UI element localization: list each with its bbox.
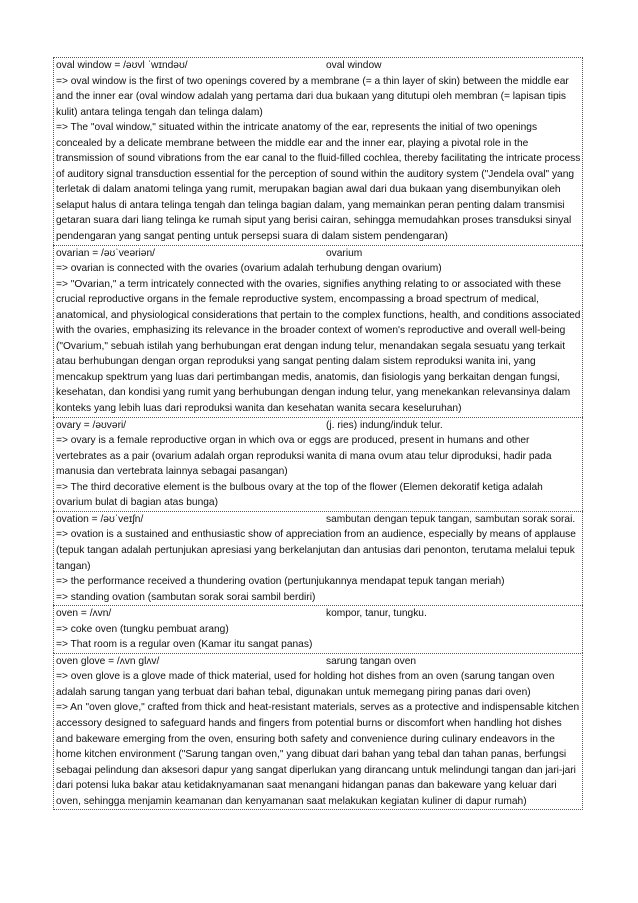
example-line: => An "oven glove," crafted from thick and heat-resistant materials, serves as a protective and indispensable kitchen accessory designed to safeguard hands and fingers from potential burns or discomfort when handling hot dishes and bakeware emerging from the oven, ensuring both safety and convenience during culinary endeavors in the home kitchen environment ("Sarung tangan oven," yang dibuat dari bahan yang tebal dan tahan panas, berfungsi sebagai pelindung dan aksesori dapur yang sangat diperlukan yang dirancang untuk melindungi tangan dan jari-jari dari potensi luka bakar atau ketidaknyamanan saat menangani hidangan panas dan bakeware yang keluar dari oven, sehingga menjamin keamanan dan kenyamanan saat melakukan kegiatan kuliner di dapur rumah) [56,702,580,807]
example-line: => standing ovation (sambutan sorak sorai sambil berdiri) [56,591,316,603]
example-line: => coke oven (tungku pembuat arang) [56,623,229,635]
headword: ovation = /əʊˈveɪʃn/ [56,513,144,525]
translation: ovarium [326,247,363,259]
translation: oval window [326,60,382,71]
entry-oval-window [53,57,583,245]
example-line: => The "oval window," situated within the intricate anatomy of the ear, represents the initial of two openings concealed by a delicate membrane between the middle ear and the inner ear, playing a pivotal role in the transmission of sound vibrations from the ear canal to the fluid-filled cochlea, thereby facilitating the intricate process of auditory signal transduction essential for the perception of sound within the auditory system ("Jendela oval" yang terletak di dalam anatomi telinga yang rumit, merupakan bagian awal dari dua bukaan yang disembunyikan oleh selaput halus di antara telinga tengah dan telinga bagian dalam, yang memainkan peran penting dalam transmisi getaran suara dari liang telinga ke rumah siput yang berisi cairan, sehingga memudahkan proses transduksi sinyal pendengaran yang sangat penting untuk persepsi suara di dalam sistem pendengaran) [56,122,581,243]
example-line: => That room is a regular oven (Kamar itu sangat panas) [56,639,313,651]
headword: oven = /ʌvn/ [56,608,112,620]
entry-ovarian [53,245,583,417]
dictionary-page [53,57,583,810]
definition-line: => ovary is a female reproductive organ in which ova or eggs are produced, present in humans and other vertebrates as a pair (ovarium adalah organ reproduksi wanita di mana ovum atau telur diproduksi, hadir pada manusia dan vertebrata lainnya sebagai pasangan) [56,435,552,478]
definition-line: => ovation is a sustained and enthusiastic show of appreciation from an audience, especially by means of applause (tepuk tangan adalah pertunjukan apresiasi yang berkelanjutan dan antusias dari penonton, terutama melalui tepuk tangan) [56,529,576,572]
entry-header [56,58,581,74]
headword: ovarian = /əʊˈveəriən/ [56,247,155,259]
entry-header [56,654,581,670]
entry-ovary [53,417,583,511]
entry-header [56,246,581,262]
translation: sambutan dengan tepuk tangan, sambutan sorak sorai. [326,513,576,525]
entry-oven [53,605,583,653]
headword: oven glove = /ʌvn glʌv/ [56,655,160,667]
headword: oval window = /əʊvl ˈwɪndəʊ/ [56,60,188,71]
example-line: => The third decorative element is the bulbous ovary at the top of the flower (Elemen dekoratif ketiga adalah ovarium bulat di bagian atas bunga) [56,481,543,509]
entry-ovation [53,511,583,605]
entry-header [56,418,581,434]
translation: kompor, tanur, tungku. [326,608,427,620]
definition-line: => oval window is the first of two openings covered by a membrane (= a thin layer of skin) between the middle ear and the inner ear (oval window adalah yang pertama dari dua bukaan yang ditutupi oleh membran (= lapisan tipis kulit) antara telinga tengah dan telinga dalam) [56,75,569,118]
entry-header [56,512,581,528]
entry-header [56,606,581,622]
definition-line: => oven glove is a glove made of thick material, used for holding hot dishes from an oven (sarung tangan oven adalah sarung tangan yang terbuat dari bahan tebal, digunakan untuk memegang piring panas dari oven) [56,671,555,698]
example-line: => the performance received a thundering ovation (pertunjukannya mendapat tepuk tangan meriah) [56,576,505,588]
headword: ovary = /əʊvəri/ [56,419,127,431]
example-line: => "Ovarian," a term intricately connected with the ovaries, signifies anything relating to or associated with these crucial reproductive organs in the female reproductive system, encompassing a broad spectrum of medical, anatomical, and physiological considerations that pertain to the complex functions, health, and conditions associated with the ovaries, emphasizing its relevance in the broader context of women's reproductive and overall well-being ("Ovarium," sebuah istilah yang berhubungan erat dengan indung telur, menandakan segala sesuatu yang terkait atau berhubungan dengan organ reproduksi yang sangat penting dalam sistem reproduksi wanita ini, yang mencakup spektrum yang luas dari pertimbangan medis, anatomis, dan fisiologis yang berkaitan dengan fungsi, kesehatan, dan kondisi yang rumit yang berhubungan dengan indung telur, yang menekankan relevansinya dalam konteks yang lebih luas dari reproduksi wanita dan kesehatan wanita secara keseluruhan) [56,278,581,415]
entry-oven-glove [53,653,583,810]
definition-line: => ovarian is connected with the ovaries (ovarium adalah terhubung dengan ovarium) [56,263,442,275]
translation: (j. ries) indung/induk telur. [326,419,443,431]
translation: sarung tangan oven [326,655,417,667]
